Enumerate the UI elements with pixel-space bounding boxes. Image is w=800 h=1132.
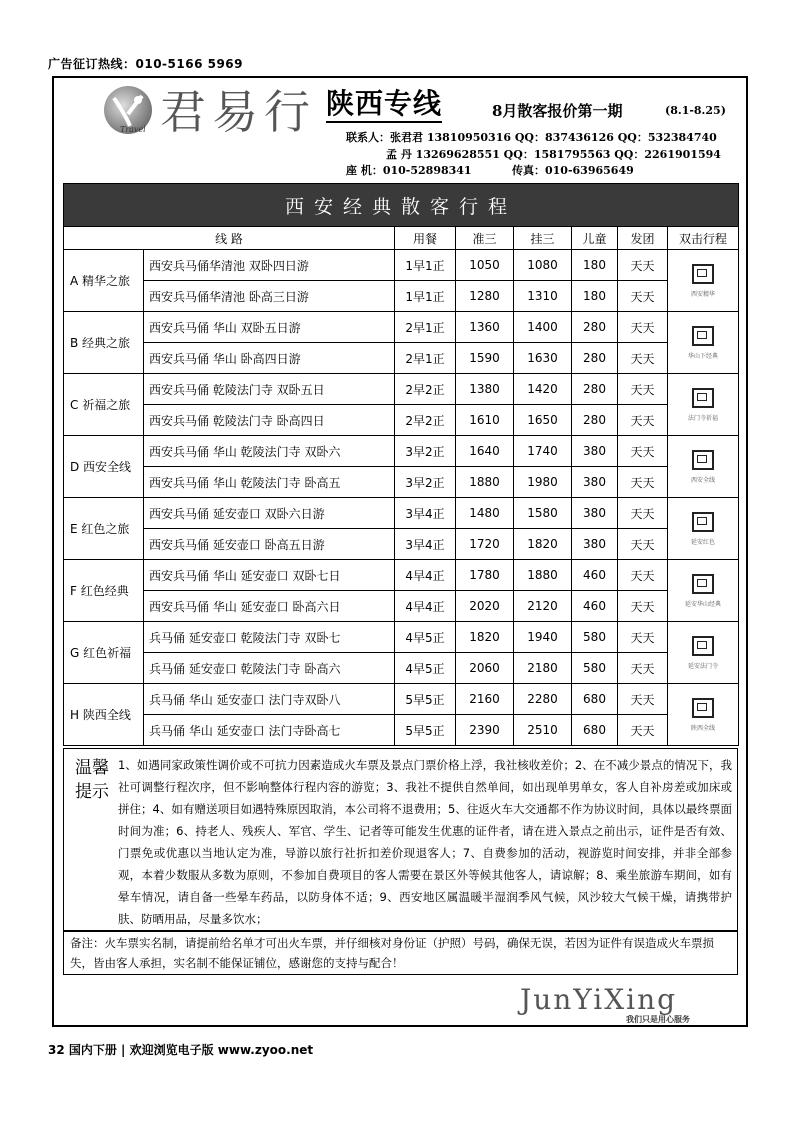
departure-schedule: 天天 xyxy=(618,281,668,312)
tips-text: 1、如遇同家政策性调价或不可抗力因素造成火车票及景点门票价格上浮，我社核收差价；2、在不减少景点的情况下，我社可调整行程次序，但不影响整体行程内容的游览；3、我社不提供自然单间，如出现单男单女，客人自补房差或加床或拼住；4、如有赠送项目如遇特殊原因取消，本公司将不退费用；5、往返火车大交通都不作为协议时间，具体以最终票面时间为准；6、持老人、残疾人、军官、学生、记者等可能发生优惠的证件者，请在进入景点之前出示，证件是否有效、门票免或优惠以当地认定为准，导游以旅行社折扣差价现退客人；7、自费参加的活动，视游览时间安排，并非全部参观，本着少数服从多数为原则，不参加自费项目的客人需要在景区外等候其他客人，请谅解；8、乘坐旅游车期间，如有晕车情况，请自备一些晕车药品，以防身体不适；9、西安地区属温暖半湿润季风气候，风沙较大气候干燥，请携带护肤、防晒用品，尽量多饮水； xyxy=(118,758,732,926)
price-standard: 1820 xyxy=(456,622,514,653)
route-name: 兵马俑 华山 延安壶口 法门寺卧高七 xyxy=(144,715,395,746)
table-row xyxy=(64,622,739,653)
itinerary-link-caption: 陕西全线 xyxy=(691,724,716,732)
price-child: 460 xyxy=(572,591,618,622)
price-standard: 1360 xyxy=(456,312,514,343)
itinerary-link-cell[interactable] xyxy=(668,684,739,746)
departure-schedule: 天天 xyxy=(618,684,668,715)
itinerary-link-cell[interactable] xyxy=(668,436,739,498)
meal-plan: 1早1正 xyxy=(395,281,456,312)
price-standard: 1640 xyxy=(456,436,514,467)
price-standard: 1780 xyxy=(456,560,514,591)
price-hang: 1630 xyxy=(514,343,572,374)
departure-schedule: 天天 xyxy=(618,498,668,529)
price-hang: 1740 xyxy=(514,436,572,467)
route-name: 西安兵马俑 乾陵法门寺 卧高四日 xyxy=(144,405,395,436)
route-group-name: H 陕西全线 xyxy=(64,684,144,746)
meal-plan: 3早2正 xyxy=(395,467,456,498)
route-name: 兵马俑 延安壶口 乾陵法门寺 卧高六 xyxy=(144,653,395,684)
document-link-icon[interactable] xyxy=(692,698,714,718)
route-name: 西安兵马俑 华山 延安壶口 卧高六日 xyxy=(144,591,395,622)
price-hang: 2510 xyxy=(514,715,572,746)
itinerary-link-caption: 西安全线 xyxy=(691,476,716,484)
route-name: 西安兵马俑 华山 延安壶口 双卧七日 xyxy=(144,560,395,591)
price-hang: 1820 xyxy=(514,529,572,560)
departure-schedule: 天天 xyxy=(618,436,668,467)
departure-schedule: 天天 xyxy=(618,374,668,405)
departure-schedule: 天天 xyxy=(618,653,668,684)
route-group-name: C 祈福之旅 xyxy=(64,374,144,436)
route-group-name: E 红色之旅 xyxy=(64,498,144,560)
meal-plan: 4早4正 xyxy=(395,591,456,622)
date-range: (8.1-8.25) xyxy=(665,104,726,117)
price-standard: 1880 xyxy=(456,467,514,498)
itinerary-link-cell[interactable] xyxy=(668,498,739,560)
price-hang: 1580 xyxy=(514,498,572,529)
price-standard: 1050 xyxy=(456,250,514,281)
departure-schedule: 天天 xyxy=(618,250,668,281)
price-child: 680 xyxy=(572,684,618,715)
ad-hotline: 广告征订热线：010-5166 5969 xyxy=(48,57,244,71)
table-row xyxy=(64,405,739,436)
meal-plan: 2早1正 xyxy=(395,343,456,374)
table-row xyxy=(64,281,739,312)
col-header-route: 线 路 xyxy=(64,227,395,250)
meal-plan: 1早1正 xyxy=(395,250,456,281)
price-standard: 1610 xyxy=(456,405,514,436)
contact-line-1: 联系人：张君君 13810950316 QQ：837436126 QQ：532384740 xyxy=(346,131,717,144)
price-standard: 1590 xyxy=(456,343,514,374)
price-standard: 2020 xyxy=(456,591,514,622)
price-standard: 1720 xyxy=(456,529,514,560)
table-banner: 西安经典散客行程 xyxy=(64,184,739,227)
itinerary-link-caption: 西安精华 xyxy=(691,290,716,298)
meal-plan: 3早2正 xyxy=(395,436,456,467)
departure-schedule: 天天 xyxy=(618,560,668,591)
route-name: 西安兵马俑华清池 双卧四日游 xyxy=(144,250,395,281)
contact-line-3: 座 机：010-52898341 xyxy=(346,164,472,177)
itinerary-link-cell[interactable] xyxy=(668,374,739,436)
itinerary-link-cell[interactable] xyxy=(668,312,739,374)
brand-name: JunYiXing xyxy=(520,983,678,1016)
price-hang: 2180 xyxy=(514,653,572,684)
table-row xyxy=(64,653,739,684)
table-row xyxy=(64,436,739,467)
table-row xyxy=(64,560,739,591)
price-child: 180 xyxy=(572,250,618,281)
table-row xyxy=(64,591,739,622)
route-name: 西安兵马俑 延安壶口 卧高五日游 xyxy=(144,529,395,560)
page-footer: 32 国内下册 | 欢迎浏览电子版 www.zyoo.net xyxy=(48,1043,314,1057)
document-link-icon[interactable] xyxy=(692,388,714,408)
price-child: 380 xyxy=(572,498,618,529)
itinerary-link-cell[interactable] xyxy=(668,622,739,684)
itinerary-table-container xyxy=(63,183,738,746)
departure-schedule: 天天 xyxy=(618,405,668,436)
table-row xyxy=(64,312,739,343)
table-row xyxy=(64,498,739,529)
itinerary-link-caption: 华山下经典 xyxy=(688,352,719,360)
table-row xyxy=(64,467,739,498)
route-name: 西安兵马俑 华山 乾陵法门寺 双卧六 xyxy=(144,436,395,467)
table-row xyxy=(64,250,739,281)
price-standard: 2390 xyxy=(456,715,514,746)
table-row xyxy=(64,374,739,405)
meal-plan: 3早4正 xyxy=(395,498,456,529)
price-hang: 2120 xyxy=(514,591,572,622)
price-child: 380 xyxy=(572,436,618,467)
itinerary-link-caption: 法门寺祈福 xyxy=(688,414,719,422)
meal-plan: 2早2正 xyxy=(395,405,456,436)
meal-plan: 4早4正 xyxy=(395,560,456,591)
price-standard: 1280 xyxy=(456,281,514,312)
col-header-standard: 准三 xyxy=(456,227,514,250)
itinerary-link-caption: 延安华山经典 xyxy=(685,600,722,608)
document-link-icon[interactable] xyxy=(692,264,714,284)
document-link-icon[interactable] xyxy=(692,636,714,656)
departure-schedule: 天天 xyxy=(618,529,668,560)
itinerary-link-caption: 延安法门寺 xyxy=(688,662,719,670)
price-child: 280 xyxy=(572,405,618,436)
table-row xyxy=(64,529,739,560)
table-row xyxy=(64,684,739,715)
price-hang: 1420 xyxy=(514,374,572,405)
price-standard: 2160 xyxy=(456,684,514,715)
meal-plan: 2早1正 xyxy=(395,312,456,343)
price-child: 380 xyxy=(572,529,618,560)
route-group-name: B 经典之旅 xyxy=(64,312,144,374)
price-hang: 1650 xyxy=(514,405,572,436)
col-header-hang: 挂三 xyxy=(514,227,572,250)
col-header-depart: 发团 xyxy=(618,227,668,250)
price-child: 280 xyxy=(572,343,618,374)
logo-chinese-name: 君易行 xyxy=(160,85,316,139)
departure-schedule: 天天 xyxy=(618,467,668,498)
price-hang: 1080 xyxy=(514,250,572,281)
route-name: 西安兵马俑 乾陵法门寺 双卧五日 xyxy=(144,374,395,405)
price-child: 380 xyxy=(572,467,618,498)
price-child: 180 xyxy=(572,281,618,312)
price-hang: 2280 xyxy=(514,684,572,715)
document-link-icon[interactable] xyxy=(692,512,714,532)
departure-schedule: 天天 xyxy=(618,715,668,746)
logo-travel-label: Travel xyxy=(120,125,146,134)
route-name: 兵马俑 延安壶口 乾陵法门寺 双卧七 xyxy=(144,622,395,653)
page-title: 陕西专线 xyxy=(326,87,442,123)
meal-plan: 2早2正 xyxy=(395,374,456,405)
price-child: 580 xyxy=(572,622,618,653)
document-link-icon[interactable] xyxy=(692,574,714,594)
route-name: 西安兵马俑 华山 卧高四日游 xyxy=(144,343,395,374)
price-hang: 1980 xyxy=(514,467,572,498)
brand-slogan: 我们只是用心服务 xyxy=(626,1015,690,1024)
page-subtitle: 8月散客报价第一期 xyxy=(492,102,623,120)
departure-schedule: 天天 xyxy=(618,591,668,622)
itinerary-table xyxy=(63,183,739,746)
meal-plan: 4早5正 xyxy=(395,622,456,653)
itinerary-link-cell[interactable] xyxy=(668,250,739,312)
price-standard: 2060 xyxy=(456,653,514,684)
route-name: 西安兵马俑 华山 双卧五日游 xyxy=(144,312,395,343)
itinerary-link-cell[interactable] xyxy=(668,560,739,622)
tips-title: 温馨提示 xyxy=(75,758,109,802)
route-group-name: G 红色祈福 xyxy=(64,622,144,684)
departure-schedule: 天天 xyxy=(618,622,668,653)
price-child: 680 xyxy=(572,715,618,746)
meal-plan: 3早4正 xyxy=(395,529,456,560)
price-hang: 1310 xyxy=(514,281,572,312)
price-child: 460 xyxy=(572,560,618,591)
route-name: 西安兵马俑 华山 乾陵法门寺 卧高五 xyxy=(144,467,395,498)
meal-plan: 5早5正 xyxy=(395,715,456,746)
price-child: 280 xyxy=(572,374,618,405)
route-group-name: A 精华之旅 xyxy=(64,250,144,312)
departure-schedule: 天天 xyxy=(618,343,668,374)
col-header-child: 儿童 xyxy=(572,227,618,250)
note-text: 备注：火车票实名制，请提前给名单才可出火车票，并仔细核对身份证（护照）号码，确保无误，若因为证件有误造成火车票损失，皆由客人承担，实名制不能保证铺位，感谢您的支持与配合！ xyxy=(70,936,714,970)
route-name: 西安兵马俑华清池 卧高三日游 xyxy=(144,281,395,312)
price-hang: 1940 xyxy=(514,622,572,653)
price-hang: 1400 xyxy=(514,312,572,343)
fax-line: 传真：010-63965649 xyxy=(512,164,634,177)
document-link-icon[interactable] xyxy=(692,326,714,346)
table-row xyxy=(64,343,739,374)
contact-line-2: 孟 丹 13269628551 QQ：1581795563 QQ：2261901594 xyxy=(386,148,721,161)
price-standard: 1380 xyxy=(456,374,514,405)
route-name: 西安兵马俑 延安壶口 双卧六日游 xyxy=(144,498,395,529)
col-header-itinerary: 双击行程 xyxy=(668,227,739,250)
col-header-meal: 用餐 xyxy=(395,227,456,250)
price-child: 280 xyxy=(572,312,618,343)
table-row xyxy=(64,715,739,746)
price-standard: 1480 xyxy=(456,498,514,529)
route-group-name: D 西安全线 xyxy=(64,436,144,498)
route-group-name: F 红色经典 xyxy=(64,560,144,622)
route-name: 兵马俑 华山 延安壶口 法门寺双卧八 xyxy=(144,684,395,715)
meal-plan: 5早5正 xyxy=(395,684,456,715)
meal-plan: 4早5正 xyxy=(395,653,456,684)
departure-schedule: 天天 xyxy=(618,312,668,343)
price-child: 580 xyxy=(572,653,618,684)
document-link-icon[interactable] xyxy=(692,450,714,470)
price-hang: 1880 xyxy=(514,560,572,591)
itinerary-link-caption: 延安红色 xyxy=(691,538,716,546)
